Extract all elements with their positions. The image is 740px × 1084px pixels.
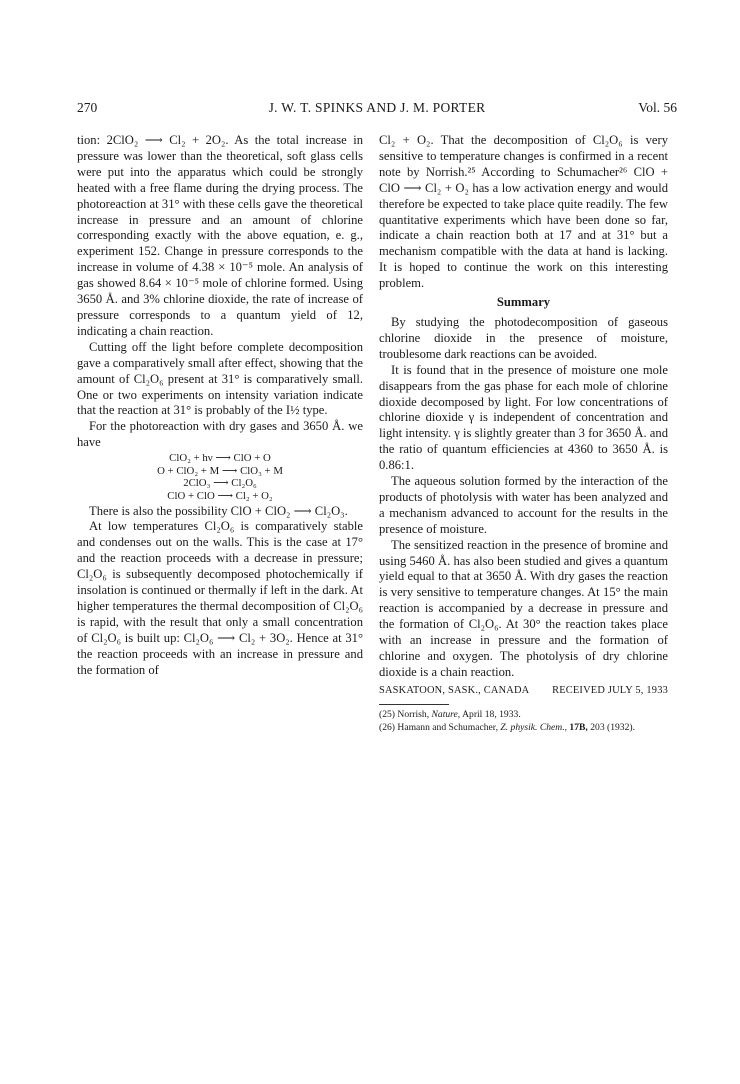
footnote-26-author: Hamann and Schumacher, bbox=[397, 721, 498, 733]
reaction-mechanism bbox=[77, 452, 363, 502]
summary-heading: Summary bbox=[496, 295, 551, 310]
summary-paragraph-4: The sensitized reaction in the presence of bromine and using 5460 Å. has also been studied and gives a quantum yield equal to that at 3650 Å. With dry gases the reaction is very sensitive to temperature changes. At 15° the main reaction is accompanied by a decrease in pressure and the formation of Cl₂O₆. At 30° the reaction takes place with an increase in pressure and the formation of chlorine and oxygen. The photolysis of dry chlorine dioxide is a chain reaction. bbox=[379, 537, 668, 679]
paragraph-possibility: There is also the possibility ClO + ClO₂ ⟶ Cl₂O₃. bbox=[89, 503, 348, 518]
equation-3: 2ClO₃ ⟶ Cl₂O₆ bbox=[183, 477, 257, 490]
paragraph-low-temperatures: At low temperatures Cl₂O₆ is comparatively stable and condenses out on the walls. This is the case at 17° and the reaction proceeds with a decrease in pressure; Cl₂O₆ is subsequently decomposed photochemically if insolation is continued or thermally if left in the dark. At higher temperatures the thermal decomposition of Cl₂O₆ is rapid, with the result that only a small concentration of Cl₂O₆ is built up: Cl₂O₆ ⟶ Cl₂ + 3O₂. Hence at 31° the reaction proceeds with an increase in pressure and the formation of bbox=[77, 519, 363, 677]
page-number: 270 bbox=[77, 100, 98, 115]
running-title: J. W. T. SPINKS AND J. M. PORTER bbox=[268, 100, 486, 115]
footnote-25-rest: April 18, 1933. bbox=[462, 708, 521, 720]
equation-4: ClO + ClO ⟶ Cl₂ + O₂ bbox=[167, 489, 273, 502]
footnote-26-rest: 203 (1932). bbox=[590, 721, 635, 733]
footnote-26 bbox=[379, 722, 668, 735]
footnote-25-number: (25) bbox=[379, 708, 395, 720]
paragraph-norrish: Cl₂ + O₂. That the decomposition of Cl₂O₆ is very sensitive to temperature changes is confirmed in a recent note by Norrish.²⁵ According to Schumacher²⁶ ClO + ClO ⟶ Cl₂ + O₂ has a low activation energy and would therefore be expected to take place quite readily. The few quantitative experiments which have been done so far, indicate a chain reaction both at 17 and at 31° but a mechanism compatible with the data at hand is lacking. It is hoped to continue the work on this interesting problem. bbox=[379, 133, 668, 291]
summary-paragraph-1: By studying the photodecomposition of gaseous chlorine dioxide in the presence of moisture, troublesome dark reactions can be avoided. bbox=[379, 314, 668, 361]
signature-line bbox=[379, 683, 668, 699]
running-header bbox=[77, 100, 677, 120]
footnote-25-journal: Nature, bbox=[431, 708, 461, 720]
summary-paragraph-3: The aqueous solution formed by the interaction of the products of photolysis with water has been analyzed and a mechanism advanced to account for the results in the presence of moisture. bbox=[379, 474, 668, 536]
paragraph-continued: tion: 2ClO₂ ⟶ Cl₂ + 2O₂. As the total increase in pressure was lower than the theoretical, soft glass cells were put into the apparatus which could be strongly heated with a free flame during the drying process. The photoreaction at 31° with these cells gave the theoretical increase in pressure and an amount of chlorine corresponding exactly with the above equation, e. g., experiment 152. Change in pressure corresponds to the increase in volume of 4.38 × 10⁻⁵ mole. An analysis of gas showed 8.64 × 10⁻⁵ mole of chlorine formed. Using 3650 Å. and 3% chlorine dioxide, the rate of increase of pressure corresponds to a quantum yield of 12, indicating a chain reaction. bbox=[77, 133, 363, 338]
summary-paragraph-2: It is found that in the presence of moisture one mole disappears from the gas phase for each mole of chlorine dioxide decomposed by light. For low concentrations of chlorine dioxide γ is independent of concentration and light intensity. γ is slightly greater than 3 for 3650 Å. and the ratio of quantum efficiencies at 4360 to 3650 Å. is 0.86:1. bbox=[379, 362, 668, 473]
footnote-rule bbox=[379, 704, 449, 705]
footnote-25-author: Norrish, bbox=[397, 708, 430, 720]
equation-2: O + ClO₂ + M ⟶ ClO₃ + M bbox=[157, 464, 283, 477]
paragraph-dry-gases: For the photoreaction with dry gases and 3650 Å. we have bbox=[77, 419, 363, 450]
location: SASKATOON, SASK., CANADA bbox=[379, 684, 530, 696]
equation-1: ClO₂ + hν ⟶ ClO + O bbox=[169, 452, 271, 465]
received-date: RECEIVED JULY 5, 1933 bbox=[552, 684, 668, 696]
volume-label: Vol. 56 bbox=[638, 100, 677, 115]
left-column bbox=[77, 133, 363, 678]
footnote-26-journal: Z. physik. Chem., bbox=[500, 721, 568, 733]
right-column bbox=[379, 133, 668, 734]
paragraph-after-effect: Cutting off the light before complete decomposition gave a comparatively small after effect, showing that the amount of Cl₂O₆ present at 31° is comparatively small. One or two experiments on intensity variation indicate that the reaction at 31° is probably of the I½ type. bbox=[77, 339, 363, 418]
footnote-26-volume: 17B, bbox=[569, 721, 588, 733]
footnote-25 bbox=[379, 709, 668, 722]
footnote-26-number: (26) bbox=[379, 721, 395, 733]
